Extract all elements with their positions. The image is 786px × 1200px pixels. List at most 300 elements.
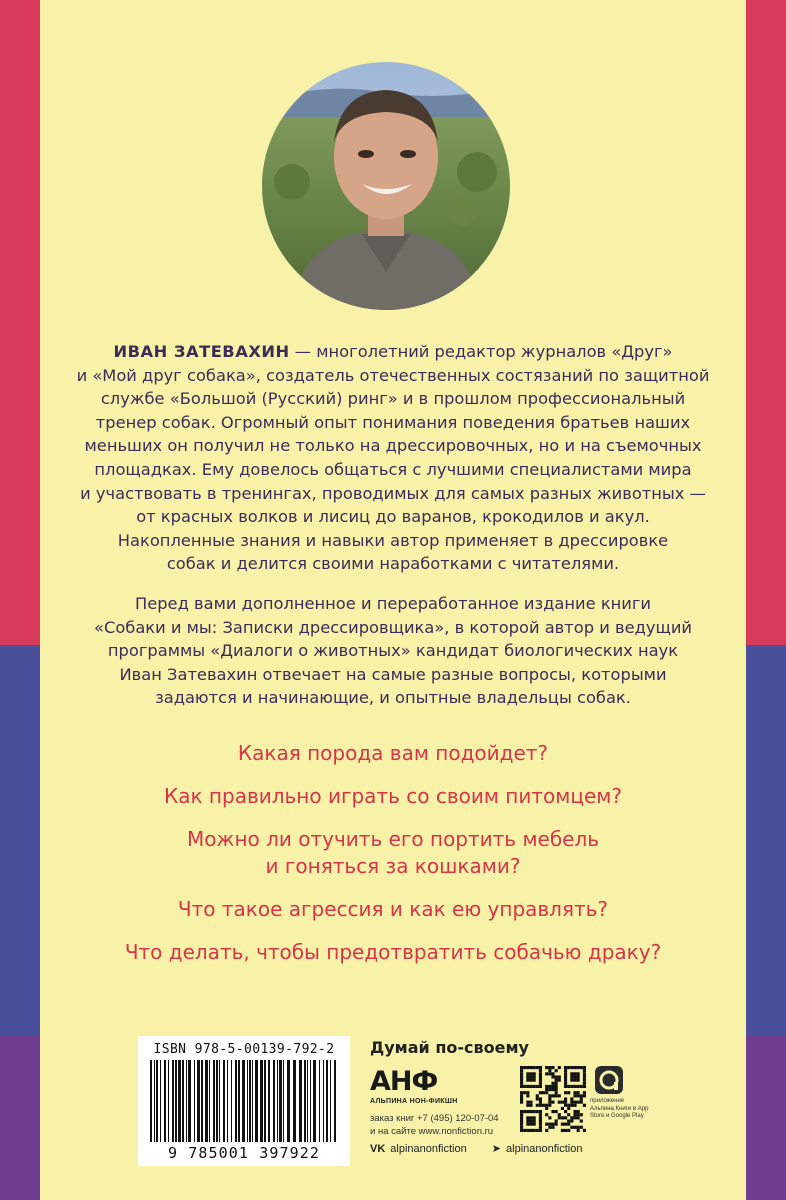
intro-line: Перед вами дополненное и переработанное издание книги xyxy=(134,594,652,613)
qr-cell xyxy=(561,1123,564,1126)
barcode-bar xyxy=(242,1060,245,1142)
qr-cell xyxy=(564,1069,567,1072)
qr-cell xyxy=(533,1116,536,1119)
barcode-bar xyxy=(304,1060,306,1142)
bio-line: меньших он получил не только на дрессировочных, но и на съемочных xyxy=(84,436,702,456)
qr-cell xyxy=(520,1116,523,1119)
qr-cell xyxy=(548,1101,551,1104)
qr-cell xyxy=(564,1123,567,1126)
qr-cell xyxy=(573,1126,576,1129)
qr-cell xyxy=(523,1085,526,1088)
qr-cell xyxy=(533,1075,536,1078)
vk-handle: alpinanonfiction xyxy=(390,1143,467,1155)
qr-cell xyxy=(545,1113,548,1116)
qr-cell xyxy=(555,1119,558,1122)
publisher-slogan: Думай по-своему xyxy=(370,1038,529,1057)
qr-cell xyxy=(564,1116,567,1119)
qr-cell xyxy=(545,1088,548,1091)
qr-cell xyxy=(545,1085,548,1088)
qr-cell xyxy=(555,1123,558,1126)
qr-cell xyxy=(526,1110,529,1113)
qr-cell xyxy=(567,1104,570,1107)
qr-cell xyxy=(583,1072,586,1075)
question-item xyxy=(60,783,726,810)
qr-cell xyxy=(529,1072,532,1075)
qr-cell xyxy=(545,1072,548,1075)
qr-cell xyxy=(536,1094,539,1097)
qr-cell xyxy=(583,1129,586,1132)
qr-cell xyxy=(529,1079,532,1082)
qr-cell xyxy=(570,1116,573,1119)
qr-cell xyxy=(526,1101,529,1104)
barcode-bar xyxy=(323,1060,324,1142)
barcode-bar xyxy=(268,1060,270,1142)
qr-cell xyxy=(545,1123,548,1126)
qr-cell xyxy=(529,1123,532,1126)
qr-cell xyxy=(570,1085,573,1088)
qr-cell xyxy=(555,1069,558,1072)
bio-line: от красных волков и лисиц до варанов, крокодилов и акул. xyxy=(136,507,650,527)
qr-cell xyxy=(526,1123,529,1126)
qr-cell xyxy=(558,1116,561,1119)
qr-cell xyxy=(573,1101,576,1104)
qr-cell xyxy=(529,1119,532,1122)
barcode-bar xyxy=(273,1060,275,1142)
barcode-bar xyxy=(209,1060,210,1142)
intro-line: задаются и начинающие, и опытные владельцы собак. xyxy=(155,688,631,708)
qr-cell xyxy=(548,1069,551,1072)
qr-cell xyxy=(551,1066,554,1069)
qr-cell xyxy=(533,1072,536,1075)
barcode-bar xyxy=(299,1060,302,1142)
qr-cell xyxy=(583,1091,586,1094)
qr-cell xyxy=(583,1104,586,1107)
qr-cell xyxy=(520,1101,523,1104)
qr-cell xyxy=(573,1072,576,1075)
qr-cell xyxy=(551,1126,554,1129)
qr-cell xyxy=(567,1123,570,1126)
barcode-bar xyxy=(235,1060,237,1142)
question-line: Можно ли отучить его портить мебель xyxy=(186,827,600,851)
qr-cell xyxy=(573,1116,576,1119)
bio-line: тренер собак. Огромный опыт понимания поведения братьев наших xyxy=(95,412,691,432)
qr-cell xyxy=(526,1085,529,1088)
qr-cell xyxy=(577,1116,580,1119)
qr-cell xyxy=(558,1066,561,1069)
barcode-icon xyxy=(146,1060,342,1142)
barcode-bar xyxy=(227,1060,228,1142)
question-line: Какая порода вам подойдет? xyxy=(237,741,549,765)
qr-cell xyxy=(539,1113,542,1116)
qr-cell xyxy=(577,1085,580,1088)
order-phone: заказ книг +7 (495) 120-07-04 xyxy=(370,1113,499,1124)
barcode-bar xyxy=(247,1060,248,1142)
stripe-pink-band xyxy=(746,0,786,645)
stripe-purple-band xyxy=(0,1035,40,1200)
qr-cell xyxy=(520,1129,523,1132)
qr-cell xyxy=(564,1110,567,1113)
qr-cell xyxy=(545,1104,548,1107)
qr-cell xyxy=(542,1091,545,1094)
bio-line: площадках. Ему довелось общаться с лучшими специалистами мира xyxy=(94,459,692,479)
qr-cell xyxy=(577,1126,580,1129)
qr-cell xyxy=(545,1066,548,1069)
barcode-bar xyxy=(283,1060,284,1142)
qr-cell xyxy=(573,1094,576,1097)
app-logo-icon xyxy=(595,1066,623,1094)
qr-cell xyxy=(551,1082,554,1085)
qr-cell xyxy=(564,1129,567,1132)
qr-cell xyxy=(558,1094,561,1097)
qr-cell xyxy=(533,1123,536,1126)
qr-cell xyxy=(539,1072,542,1075)
social-links xyxy=(370,1142,604,1155)
qr-cell xyxy=(526,1079,529,1082)
qr-cell xyxy=(558,1079,561,1082)
qr-cell xyxy=(555,1082,558,1085)
qr-cell xyxy=(520,1113,523,1116)
qr-cell xyxy=(580,1119,583,1122)
telegram-handle: alpinanonfiction xyxy=(506,1143,583,1155)
qr-cell xyxy=(526,1072,529,1075)
qr-cell xyxy=(520,1069,523,1072)
barcode-bar xyxy=(249,1060,251,1142)
book-intro xyxy=(60,592,726,710)
barcode-bar xyxy=(223,1060,225,1142)
question-list xyxy=(60,740,726,982)
qr-cell xyxy=(539,1066,542,1069)
qr-cell xyxy=(523,1091,526,1094)
barcode-bar xyxy=(307,1060,308,1142)
qr-cell xyxy=(577,1079,580,1082)
qr-cell xyxy=(536,1104,539,1107)
qr-cell xyxy=(564,1085,567,1088)
qr-cell xyxy=(533,1066,536,1069)
order-info xyxy=(370,1112,499,1138)
qr-cell xyxy=(548,1126,551,1129)
qr-cell xyxy=(545,1129,548,1132)
bio-line: Накопленные знания и навыки автор применяет в дрессировке xyxy=(117,530,669,550)
qr-cell xyxy=(577,1101,580,1104)
qr-cell xyxy=(570,1066,573,1069)
qr-cell xyxy=(583,1069,586,1072)
qr-cell xyxy=(520,1119,523,1122)
barcode-panel xyxy=(138,1036,350,1166)
qr-cell xyxy=(533,1079,536,1082)
qr-cell xyxy=(573,1110,576,1113)
qr-cell xyxy=(561,1101,564,1104)
qr-cell xyxy=(580,1126,583,1129)
qr-cell xyxy=(570,1126,573,1129)
question-item xyxy=(60,939,726,966)
barcode-bar xyxy=(213,1060,215,1142)
qr-cell xyxy=(539,1097,542,1100)
qr-cell xyxy=(555,1094,558,1097)
qr-cell xyxy=(564,1104,567,1107)
qr-cell xyxy=(558,1113,561,1116)
bio-line-text: — многолетний редактор журналов «Друг» xyxy=(289,342,673,361)
qr-cell xyxy=(520,1082,523,1085)
qr-cell xyxy=(551,1123,554,1126)
qr-cell xyxy=(561,1107,564,1110)
qr-cell xyxy=(536,1066,539,1069)
barcode-bar xyxy=(178,1060,181,1142)
qr-cell xyxy=(573,1085,576,1088)
qr-cell xyxy=(548,1085,551,1088)
barcode-bar xyxy=(172,1060,174,1142)
barcode-bar xyxy=(313,1060,316,1142)
qr-cell xyxy=(555,1079,558,1082)
qr-cell xyxy=(536,1085,539,1088)
qr-cell xyxy=(520,1094,523,1097)
qr-cell xyxy=(548,1104,551,1107)
barcode-bar xyxy=(293,1060,296,1142)
qr-cell xyxy=(561,1129,564,1132)
qr-cell xyxy=(539,1075,542,1078)
qr-cell xyxy=(529,1075,532,1078)
qr-cell xyxy=(564,1066,567,1069)
qr-cell xyxy=(548,1116,551,1119)
right-color-stripe xyxy=(746,0,786,1200)
publisher-logo-caption: АЛЬПИНА НОН-ФИКШН xyxy=(370,1098,458,1105)
barcode-bar xyxy=(264,1060,266,1142)
qr-cell xyxy=(558,1075,561,1078)
barcode-bar xyxy=(182,1060,184,1142)
bio-line xyxy=(60,340,726,364)
qr-cell xyxy=(583,1079,586,1082)
qr-cell xyxy=(536,1097,539,1100)
qr-cell xyxy=(539,1126,542,1129)
qr-cell xyxy=(567,1085,570,1088)
barcode-bar xyxy=(326,1060,328,1142)
qr-cell xyxy=(526,1119,529,1122)
qr-cell xyxy=(580,1101,583,1104)
qr-cell xyxy=(539,1104,542,1107)
publisher-block xyxy=(370,1036,670,1166)
qr-cell xyxy=(523,1110,526,1113)
qr-cell xyxy=(573,1066,576,1069)
qr-cell xyxy=(529,1085,532,1088)
qr-cell xyxy=(533,1110,536,1113)
qr-cell xyxy=(523,1129,526,1132)
qr-cell xyxy=(548,1094,551,1097)
qr-code-icon xyxy=(520,1066,586,1132)
barcode-bar xyxy=(334,1060,336,1142)
telegram-icon: ➤ xyxy=(491,1143,502,1155)
barcode-bar xyxy=(260,1060,263,1142)
qr-cell xyxy=(555,1110,558,1113)
qr-cell xyxy=(583,1082,586,1085)
qr-cell xyxy=(539,1123,542,1126)
qr-cell xyxy=(533,1085,536,1088)
qr-cell xyxy=(567,1091,570,1094)
qr-cell xyxy=(526,1091,529,1094)
qr-cell xyxy=(577,1110,580,1113)
qr-cell xyxy=(580,1094,583,1097)
qr-cell xyxy=(570,1119,573,1122)
qr-cell xyxy=(551,1075,554,1078)
qr-cell xyxy=(548,1123,551,1126)
qr-cell xyxy=(583,1094,586,1097)
qr-cell xyxy=(539,1110,542,1113)
qr-cell xyxy=(577,1113,580,1116)
qr-cell xyxy=(570,1097,573,1100)
question-line: Как правильно играть со своим питомцем? xyxy=(164,784,622,808)
stripe-pink-band xyxy=(0,0,40,645)
question-line: Что такое агрессия и как ею управлять? xyxy=(177,897,609,921)
publisher-logo-text: АНФ xyxy=(370,1066,438,1094)
barcode-bar xyxy=(219,1060,220,1142)
qr-cell xyxy=(564,1079,567,1082)
intro-line: Иван Затевахин отвечает на самые разные вопросы, которыми xyxy=(119,664,667,684)
qr-cell xyxy=(564,1082,567,1085)
qr-cell xyxy=(520,1085,523,1088)
qr-cell xyxy=(577,1066,580,1069)
qr-cell xyxy=(529,1129,532,1132)
barcode-bar xyxy=(319,1060,320,1142)
app-icon xyxy=(595,1066,623,1094)
author-photo xyxy=(262,62,510,310)
barcode-bar xyxy=(201,1060,203,1142)
qr-cell xyxy=(542,1104,545,1107)
qr-cell xyxy=(545,1091,548,1094)
question-item xyxy=(60,896,726,923)
qr-cell xyxy=(539,1129,542,1132)
barcode-bar xyxy=(238,1060,240,1142)
left-color-stripe xyxy=(0,0,40,1200)
stripe-blue-band xyxy=(0,645,40,1035)
barcode-bar xyxy=(231,1060,232,1142)
isbn-label: ISBN 978-5-00139-792-2 xyxy=(153,1042,335,1057)
question-line: Что делать, чтобы предотвратить собачью драку? xyxy=(124,940,662,964)
barcode-bar xyxy=(330,1060,331,1142)
qr-cell xyxy=(520,1097,523,1100)
barcode-bar xyxy=(154,1060,155,1142)
portrait-photo-icon xyxy=(262,62,510,310)
qr-cell xyxy=(529,1101,532,1104)
stripe-purple-band xyxy=(746,1035,786,1200)
qr-cell xyxy=(548,1072,551,1075)
telegram-link xyxy=(492,1142,583,1155)
bio-line: и участвовать в тренингах, проводимых для самых разных животных — xyxy=(80,483,706,503)
qr-cell xyxy=(551,1088,554,1091)
order-site: и на сайте www.nonfiction.ru xyxy=(370,1126,494,1137)
barcode-bar xyxy=(277,1060,278,1142)
barcode-bar xyxy=(194,1060,195,1142)
qr-cell xyxy=(520,1075,523,1078)
bio-line: и «Мой друг собака», создатель отечественных состязаний по защитной xyxy=(76,365,710,385)
qr-cell xyxy=(539,1101,542,1104)
qr-cell xyxy=(558,1101,561,1104)
author-name: ИВАН ЗАТЕВАХИН xyxy=(113,342,290,361)
qr-cell xyxy=(573,1075,576,1078)
qr-cell xyxy=(539,1119,542,1122)
barcode-bar xyxy=(216,1060,218,1142)
qr-cell xyxy=(551,1094,554,1097)
vk-link xyxy=(370,1143,467,1155)
qr-cell xyxy=(583,1085,586,1088)
qr-cell xyxy=(548,1088,551,1091)
barcode-digits: 9 785001 397922 xyxy=(168,1144,320,1162)
intro-line: «Собаки и мы: Записки дрессировщика», в которой автор и ведущий xyxy=(93,617,692,637)
app-store-text: приложение Альпина.Книги в App Store и Google Play xyxy=(590,1098,649,1119)
barcode-bar xyxy=(160,1060,161,1142)
bio-line: собак и делится своими наработками с читателями. xyxy=(166,554,620,574)
qr-cell xyxy=(564,1097,567,1100)
qr-cell xyxy=(551,1085,554,1088)
qr-cell xyxy=(533,1129,536,1132)
qr-cell xyxy=(539,1116,542,1119)
barcode-bar xyxy=(197,1060,200,1142)
barcode-bar xyxy=(287,1060,290,1142)
qr-cell xyxy=(577,1094,580,1097)
qr-cell xyxy=(520,1123,523,1126)
qr-cell xyxy=(520,1066,523,1069)
qr-cell xyxy=(580,1113,583,1116)
qr-cell xyxy=(555,1088,558,1091)
vk-icon: VK xyxy=(370,1143,386,1155)
qr-cell xyxy=(536,1110,539,1113)
question-line: и гоняться за кошками? xyxy=(265,854,521,878)
qr-cell xyxy=(580,1066,583,1069)
qr-cell xyxy=(520,1072,523,1075)
qr-cell xyxy=(536,1129,539,1132)
qr-cell xyxy=(520,1091,523,1094)
qr-cell xyxy=(539,1085,542,1088)
qr-cell xyxy=(570,1101,573,1104)
qr-cell xyxy=(529,1066,532,1069)
qr-cell xyxy=(583,1066,586,1069)
qr-cell xyxy=(548,1066,551,1069)
qr-cell xyxy=(577,1091,580,1094)
qr-cell xyxy=(523,1066,526,1069)
author-bio xyxy=(60,340,726,576)
qr-cell xyxy=(526,1104,529,1107)
barcode-bar xyxy=(175,1060,177,1142)
qr-cell xyxy=(555,1075,558,1078)
qr-cell xyxy=(555,1085,558,1088)
barcode-bar xyxy=(310,1060,311,1142)
qr-cell xyxy=(545,1107,548,1110)
qr-cell xyxy=(539,1082,542,1085)
qr-cell xyxy=(539,1079,542,1082)
qr-cell xyxy=(529,1104,532,1107)
question-item xyxy=(60,826,726,880)
publisher-logo-icon xyxy=(370,1066,456,1094)
qr-cell xyxy=(580,1085,583,1088)
qr-cell xyxy=(567,1107,570,1110)
intro-line: программы «Диалоги о животных» кандидат биологических наук xyxy=(107,641,679,661)
qr-cell xyxy=(520,1079,523,1082)
qr-cell xyxy=(570,1075,573,1078)
qr-cell xyxy=(567,1113,570,1116)
qr-cell xyxy=(564,1075,567,1078)
qr-cell xyxy=(577,1072,580,1075)
qr-cell xyxy=(567,1066,570,1069)
qr-cell xyxy=(529,1110,532,1113)
barcode-bar xyxy=(252,1060,253,1142)
qr-cell xyxy=(573,1104,576,1107)
barcode-bar xyxy=(255,1060,258,1142)
qr-cell xyxy=(567,1129,570,1132)
qr-cell xyxy=(548,1097,551,1100)
qr-cell xyxy=(533,1119,536,1122)
qr-cell xyxy=(577,1129,580,1132)
qr-cell xyxy=(529,1116,532,1119)
qr-cell xyxy=(526,1129,529,1132)
qr-cell xyxy=(573,1091,576,1094)
qr-cell xyxy=(564,1101,567,1104)
